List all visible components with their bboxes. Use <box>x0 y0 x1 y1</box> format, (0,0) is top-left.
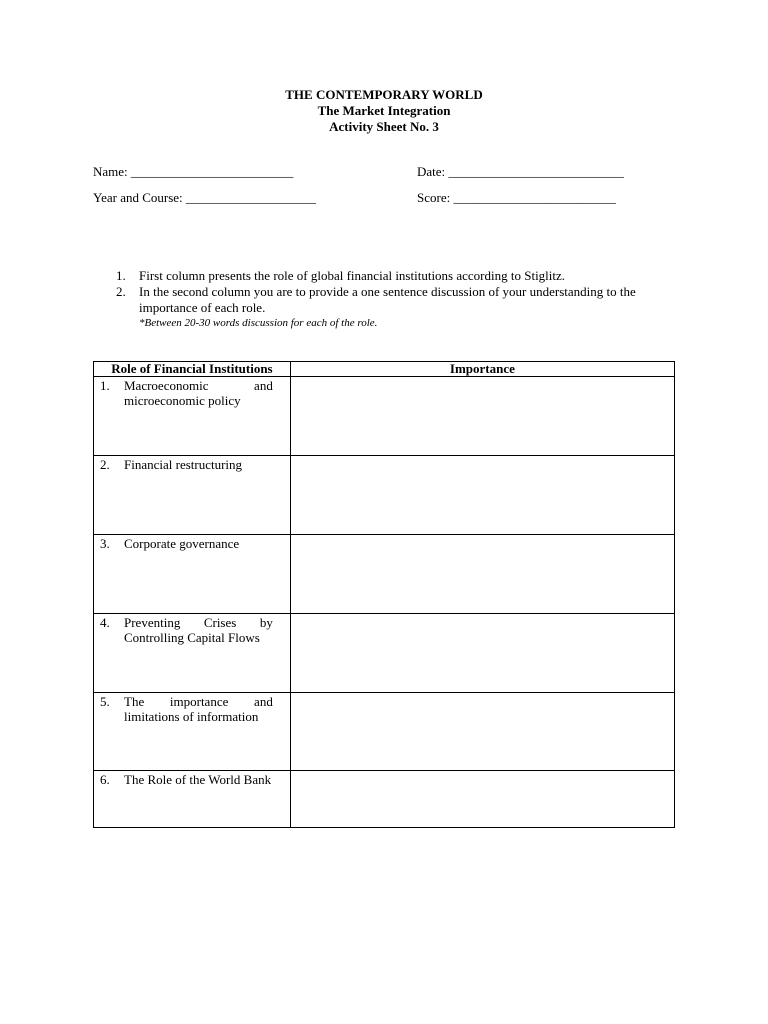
table-row <box>94 771 675 828</box>
role-text: Macroeconomic and microeconomic policy <box>124 378 273 408</box>
role-text: Preventing Crises by Controlling Capital Flows <box>124 615 273 645</box>
document-subtitle: The Market Integration <box>317 103 451 118</box>
instruction-item <box>116 284 676 316</box>
role-cell <box>94 614 291 693</box>
importance-cell[interactable] <box>290 377 674 456</box>
year-course-field[interactable]: Year and Course: ____________________ <box>93 190 316 205</box>
importance-cell[interactable] <box>290 693 674 771</box>
name-field[interactable]: Name: _________________________ <box>93 164 294 179</box>
column-header-importance: Importance <box>290 362 674 377</box>
date-field[interactable]: Date: ___________________________ <box>417 164 624 179</box>
instruction-text: First column presents the role of global financial institutions according to Stiglitz. <box>139 268 566 283</box>
importance-cell[interactable] <box>290 535 674 614</box>
role-cell <box>94 693 291 771</box>
roles-table <box>93 361 675 828</box>
instruction-item <box>116 268 676 284</box>
role-number: 6. <box>100 772 110 787</box>
table-row <box>94 693 675 771</box>
role-cell <box>94 377 291 456</box>
instruction-number: 1. <box>116 268 126 283</box>
role-number: 1. <box>100 378 110 393</box>
activity-sheet-number: Activity Sheet No. 3 <box>329 119 439 134</box>
instructions-list <box>116 268 676 331</box>
role-cell <box>94 456 291 535</box>
importance-cell[interactable] <box>290 771 674 828</box>
role-text: The importance and limitations of information <box>124 694 273 724</box>
instruction-number: 2. <box>116 284 126 299</box>
role-text: Corporate governance <box>124 536 240 551</box>
role-cell <box>94 535 291 614</box>
table-header-row <box>94 362 675 377</box>
role-number: 5. <box>100 694 110 709</box>
instruction-note: *Between 20-30 words discussion for each of the role. <box>139 317 378 329</box>
role-text: The Role of the World Bank <box>124 772 272 787</box>
score-field[interactable]: Score: _________________________ <box>417 190 616 205</box>
table-row <box>94 614 675 693</box>
role-number: 3. <box>100 536 110 551</box>
role-text: Financial restructuring <box>124 457 243 472</box>
role-number: 4. <box>100 615 110 630</box>
role-cell <box>94 771 291 828</box>
table-row <box>94 535 675 614</box>
table-row <box>94 377 675 456</box>
importance-cell[interactable] <box>290 456 674 535</box>
column-header-role: Role of Financial Institutions <box>94 362 291 377</box>
table-row <box>94 456 675 535</box>
instruction-text: In the second column you are to provide a one sentence discussion of your understanding to the importance of each role. <box>139 284 636 315</box>
role-number: 2. <box>100 457 110 472</box>
importance-cell[interactable] <box>290 614 674 693</box>
document-title: THE CONTEMPORARY WORLD <box>285 87 483 102</box>
document-header <box>0 87 768 135</box>
